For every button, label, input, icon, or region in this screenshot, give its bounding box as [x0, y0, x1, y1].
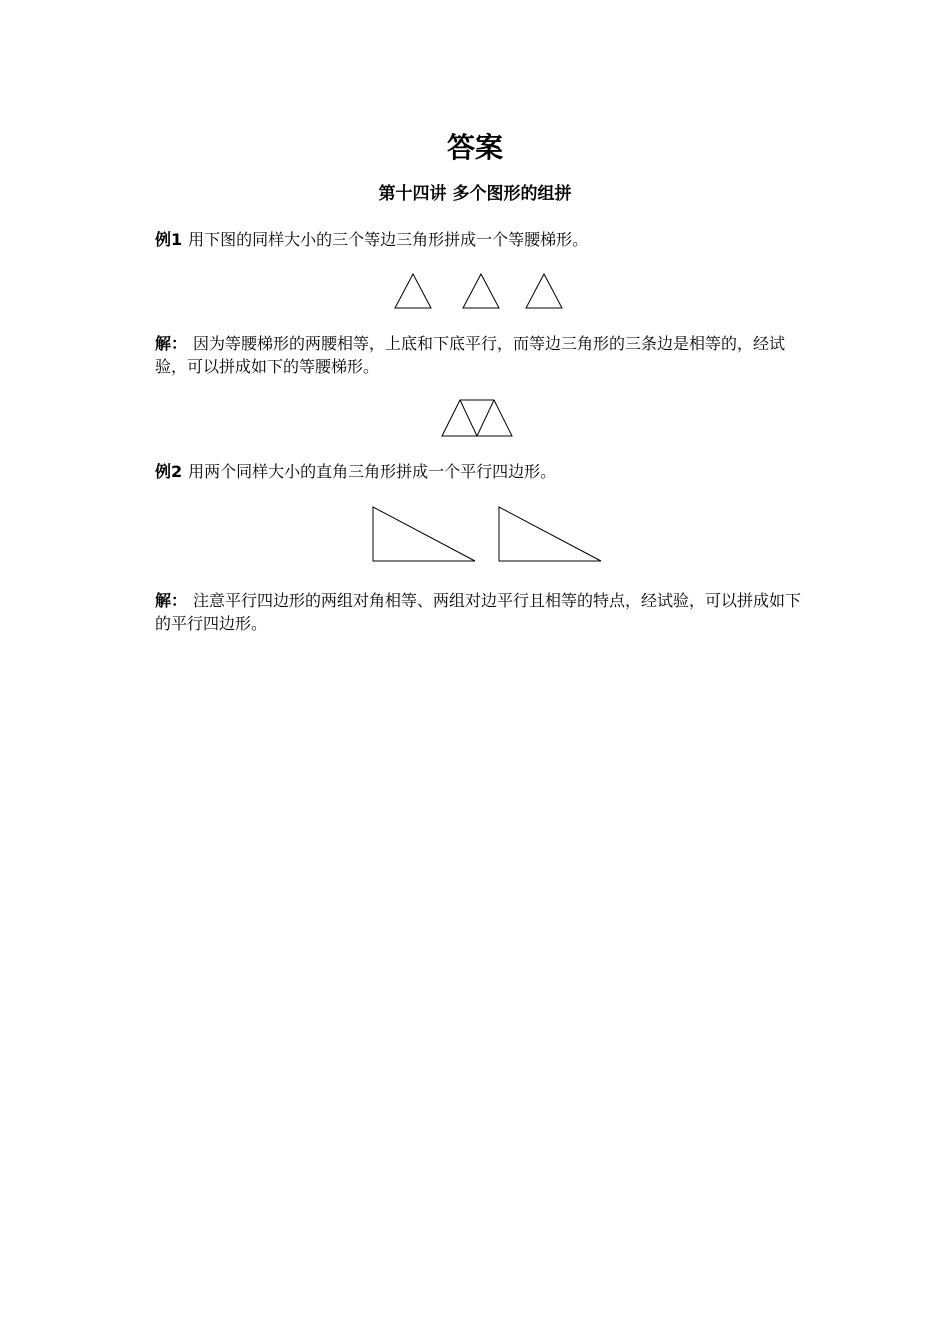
right-triangle-1: [373, 507, 475, 561]
equilateral-triangle-2: [463, 274, 499, 308]
example-1-label: 例1: [155, 230, 183, 249]
three-equilateral-triangles-figure: [390, 270, 570, 312]
equilateral-triangle-3: [526, 274, 562, 308]
solution-1-text: 因为等腰梯形的两腰相等，上底和下底平行，而等边三角形的三条边是相等的，经试验，可以拼成如下的等腰梯形。: [155, 334, 786, 376]
example-2-label: 例2: [155, 462, 183, 481]
solution-2-text: 注意平行四边形的两组对角相等、两组对边平行且相等的特点，经试验，可以拼成如下的平行四边形。: [155, 591, 802, 633]
example-1: [155, 228, 815, 251]
trapezoid-inner-edge-1: [460, 400, 477, 436]
equilateral-triangle-1: [395, 274, 431, 308]
example-2-text: 用两个同样大小的直角三角形拼成一个平行四边形。: [188, 462, 557, 481]
isosceles-trapezoid-figure: [438, 395, 518, 439]
solution-2-label: 解：: [155, 591, 188, 610]
example-1-text: 用下图的同样大小的三个等边三角形拼成一个等腰梯形。: [188, 230, 589, 249]
trapezoid-outline: [442, 400, 512, 436]
solution-1-label: 解：: [155, 334, 188, 353]
two-right-triangles-figure: [368, 503, 608, 565]
right-triangle-2: [499, 507, 601, 561]
solution-2: [155, 589, 815, 635]
lecture-subtitle: 第十四讲 多个图形的组拼: [378, 184, 572, 204]
page-title: 答案: [446, 131, 503, 164]
example-2: [155, 460, 815, 483]
trapezoid-inner-edge-2: [477, 400, 494, 436]
solution-1: [155, 332, 815, 378]
